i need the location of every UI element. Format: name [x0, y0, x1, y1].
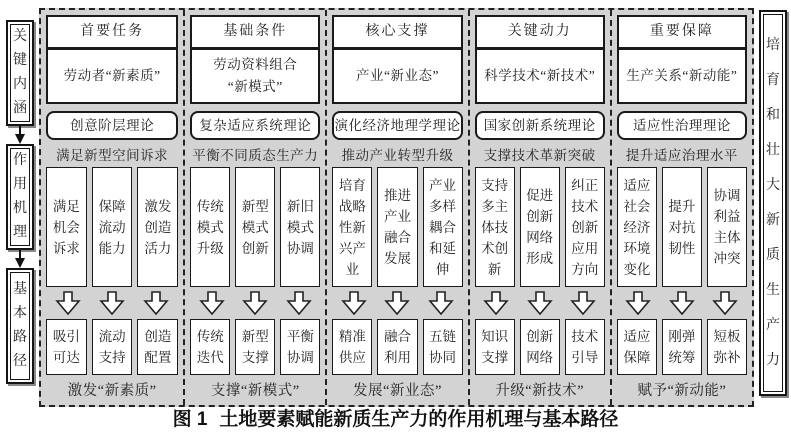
path-text: 创造配置 [144, 329, 172, 365]
path-box [707, 319, 747, 375]
mechanism-text: 提升对抗韧性 [668, 198, 696, 256]
left-label-text: 基本路径 [13, 282, 27, 369]
path-text: 知识支撑 [481, 329, 509, 365]
path-box [520, 319, 560, 375]
path-text: 平衡协调 [286, 329, 314, 365]
right-label-frame [763, 14, 783, 392]
hollow-down-arrow-icon [286, 291, 312, 315]
column-head [332, 15, 462, 104]
mechanism-box [565, 167, 605, 287]
left-label-frame [10, 24, 30, 122]
path-text: 刚弹统筹 [668, 329, 696, 365]
hollow-down-arrow-icon [143, 291, 169, 315]
mechanism-box [662, 167, 702, 287]
path-box [332, 319, 372, 375]
hollow-down-arrow-icon [341, 291, 367, 315]
mechanism-text: 传统模式升级 [196, 198, 224, 256]
mechanism-row [190, 167, 320, 287]
left-label-mechanism [6, 144, 34, 250]
mechanism-text: 满足机会诉求 [52, 198, 80, 256]
mechanism-banner: 支撑技术革新突破 [483, 148, 596, 163]
path-text: 五链协同 [429, 329, 457, 365]
diagram-grid [39, 8, 754, 407]
arrow-row [475, 290, 605, 316]
path-box [46, 319, 87, 375]
mechanism-text: 新型模式创新 [241, 198, 269, 256]
path-text: 吸引可达 [52, 329, 80, 365]
mechanism-box [46, 167, 87, 287]
mechanism-text: 产业多样耦合和延伸 [429, 177, 457, 277]
left-label-key-connotation [6, 20, 34, 126]
path-row [617, 319, 747, 375]
path-box [662, 319, 702, 375]
mechanism-box [707, 167, 747, 287]
connotation-line: 产业“新业态” [356, 68, 439, 83]
mechanism-row [475, 167, 605, 287]
path-text: 传统迭代 [196, 329, 224, 365]
column-header: 关键动力 [477, 17, 603, 50]
path-box [137, 319, 178, 375]
path-banner: 支撑“新模式” [210, 383, 300, 399]
column-connotation [477, 50, 603, 102]
path-text: 创新网络 [526, 329, 554, 365]
theory-box: 复杂适应系统理论 [190, 111, 320, 140]
path-text: 短板弥补 [713, 329, 741, 365]
path-text: 精准供应 [338, 329, 366, 365]
path-text: 技术引导 [571, 329, 599, 365]
left-label-basic-path [6, 268, 34, 384]
column-basic-condition [183, 10, 325, 405]
connotation-line: 科学技术“新技术” [484, 68, 596, 83]
down-arrow-icon [14, 126, 26, 144]
mechanism-box [92, 167, 133, 287]
hollow-down-arrow-icon [625, 291, 651, 315]
path-banner: 赋予“新动能” [637, 383, 727, 399]
column-important-guarantee [610, 10, 752, 405]
mechanism-text: 培育战略性新兴产业 [338, 177, 366, 277]
path-text: 新型支撑 [241, 329, 269, 365]
connotation-line: 生产关系“新动能” [626, 68, 738, 83]
theory-box: 适应性治理理论 [617, 111, 747, 140]
path-row [332, 319, 462, 375]
mechanism-box [520, 167, 560, 287]
theory-box: 创意阶层理论 [46, 111, 178, 140]
path-box [190, 319, 230, 375]
column-head [617, 15, 747, 104]
path-box [475, 319, 515, 375]
column-key-power [468, 10, 610, 405]
path-text: 适应保障 [623, 329, 651, 365]
left-label-frame [10, 148, 30, 246]
mechanism-box [190, 167, 230, 287]
mechanism-text: 推进产业融合发展 [383, 188, 411, 266]
mechanism-banner: 平衡不同质态生产力 [192, 148, 319, 163]
arrow-row [617, 290, 747, 316]
path-banner: 升级“新技术” [495, 383, 585, 399]
down-arrow-icon [14, 250, 26, 268]
path-box [235, 319, 275, 375]
hollow-down-arrow-icon [527, 291, 553, 315]
hollow-down-arrow-icon [428, 291, 454, 315]
path-box [280, 319, 320, 375]
mechanism-row [332, 167, 462, 287]
column-core-support [325, 10, 467, 405]
hollow-down-arrow-icon [99, 291, 125, 315]
mechanism-row [46, 167, 178, 287]
mechanism-box [423, 167, 463, 287]
mechanism-text: 纠正技术创新应用方向 [571, 177, 599, 277]
mechanism-text: 协调利益主体冲突 [713, 188, 741, 266]
mechanism-box [617, 167, 657, 287]
column-head [190, 15, 320, 104]
column-connotation [334, 50, 460, 102]
mechanism-text: 支持多主体技术创新 [481, 177, 509, 277]
connotation-line: 劳动者“新素质” [63, 68, 161, 83]
right-label-text: 培育和壮大新质生产力 [766, 38, 780, 368]
left-label-text: 作用机理 [13, 153, 27, 240]
left-rail [5, 8, 35, 384]
path-box [617, 319, 657, 375]
mechanism-text: 促进创新网络形成 [526, 188, 554, 266]
mechanism-banner: 提升适应治理水平 [625, 148, 738, 163]
hollow-down-arrow-icon [55, 291, 81, 315]
path-banner: 发展“新业态” [353, 383, 442, 399]
right-label-cultivate-productivity [759, 10, 787, 396]
mechanism-box [280, 167, 320, 287]
connotation-line: “新模式” [227, 79, 283, 94]
mechanism-box [377, 167, 417, 287]
connotation-line: 劳动资料组合 [213, 57, 298, 72]
column-connotation [192, 50, 318, 102]
mechanism-row [617, 167, 747, 287]
column-connotation [619, 50, 745, 102]
left-label-frame [10, 272, 30, 380]
mechanism-box [332, 167, 372, 287]
column-header: 基础条件 [192, 17, 318, 50]
arrow-row [46, 290, 178, 316]
hollow-down-arrow-icon [384, 291, 410, 315]
column-connotation [48, 50, 176, 102]
path-row [475, 319, 605, 375]
path-box [92, 319, 133, 375]
mechanism-box [235, 167, 275, 287]
hollow-down-arrow-icon [242, 291, 268, 315]
hollow-down-arrow-icon [669, 291, 695, 315]
theory-box: 国家创新系统理论 [475, 111, 605, 140]
column-header: 首要任务 [48, 17, 176, 50]
mechanism-text: 保障流动能力 [98, 198, 126, 256]
mechanism-text: 新旧模式协调 [286, 198, 314, 256]
column-header: 重要保障 [619, 17, 745, 50]
column-head [46, 15, 178, 104]
figure-caption [0, 404, 791, 431]
mechanism-banner: 推动产业转型升级 [341, 148, 454, 163]
path-row [46, 319, 178, 375]
right-rail [758, 8, 788, 396]
path-text: 融合利用 [383, 329, 411, 365]
mechanism-box [475, 167, 515, 287]
hollow-down-arrow-icon [199, 291, 225, 315]
left-label-text: 关键内涵 [13, 29, 27, 116]
mechanism-box [137, 167, 178, 287]
arrow-row [190, 290, 320, 316]
column-head [475, 15, 605, 104]
path-box [423, 319, 463, 375]
path-text: 流动支持 [98, 329, 126, 365]
hollow-down-arrow-icon [570, 291, 596, 315]
mechanism-text: 适应社会经济环境变化 [623, 177, 651, 277]
figure-number: 图 1 [172, 409, 208, 430]
path-banner: 激发“新素质” [67, 383, 157, 399]
theory-box: 演化经济地理学理论 [332, 111, 462, 140]
path-row [190, 319, 320, 375]
arrow-row [332, 290, 462, 316]
hollow-down-arrow-icon [712, 291, 738, 315]
column-primary-task [41, 10, 183, 405]
hollow-down-arrow-icon [483, 291, 509, 315]
figure-title: 土地要素赋能新质生产力的作用机理与基本路径 [219, 409, 619, 430]
path-box [565, 319, 605, 375]
mechanism-text: 激发创造活力 [144, 198, 172, 256]
mechanism-banner: 满足新型空间诉求 [56, 148, 169, 163]
column-header: 核心支撑 [334, 17, 460, 50]
path-box [377, 319, 417, 375]
